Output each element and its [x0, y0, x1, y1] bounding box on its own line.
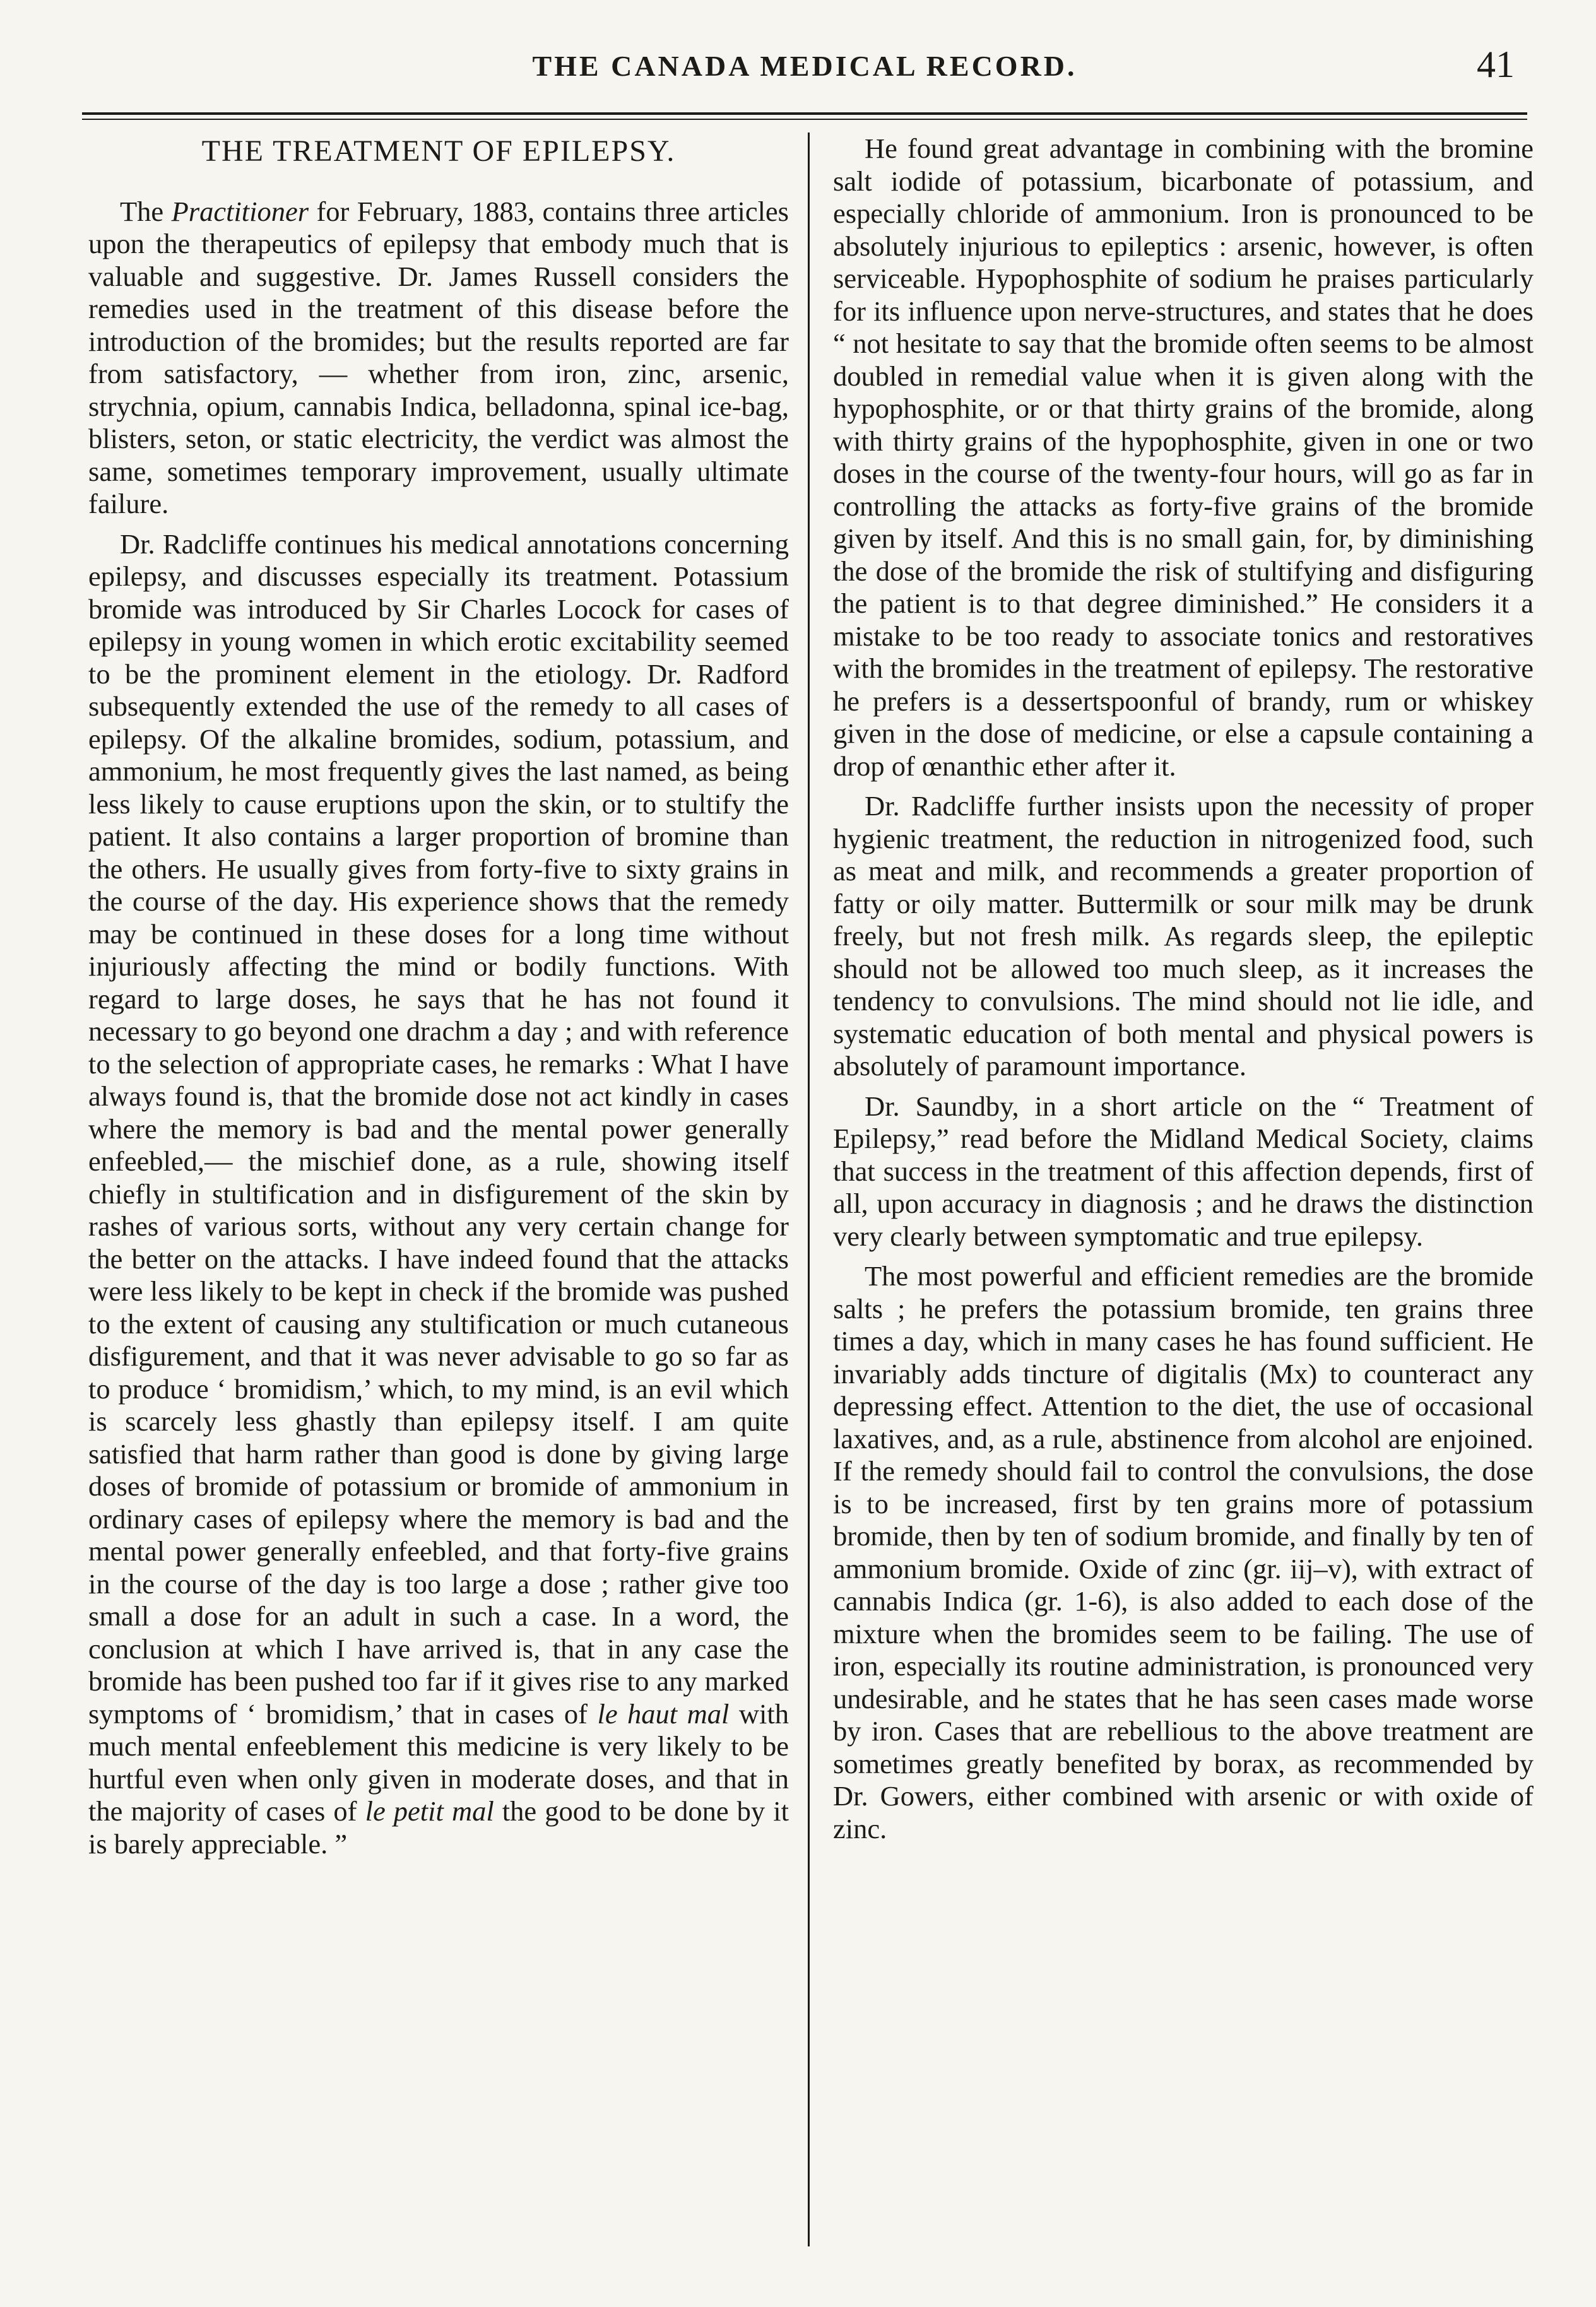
text-run: the good to be done by it is barely appreciable. ”: [88, 1795, 789, 1860]
term-petit-mal: le petit mal: [365, 1795, 494, 1827]
term-haut-mal: le haut mal: [597, 1697, 730, 1730]
column-divider: [808, 133, 810, 2246]
text-run: for February, 1883, contains three articles upon the therapeutics of epilepsy that embody much that is valuable and suggestive. Dr. James Russell considers the remedies used in the treatment of this disease before the introduction of the bromides; but the results reported are far from satisfactory, — whether from iron, zinc, arsenic, strychnia, opium, cannabis Indica, belladonna, spinal ice-bag, blisters, seton, or static electricity, the verdict was almost the same, sometimes temporary improvement, usually ultimate failure.: [88, 195, 789, 519]
paragraph-remedies: The most powerful and efficient remedies are the bromide salts ; he prefers the potassium bromide, ten grains three times a day, which in many cases he has found sufficient. He invariably adds tincture of digitalis (Mx) to counteract any depressing effect. Attention to the diet, the use of occasional laxatives, and, as a rule, abstinence from alcohol are enjoined. If the remedy should fail to control the convulsions, the dose is to be increased, first by ten grains more of potassium bromide, then by ten of sodium bromide, and finally by ten of ammonium bromide. Oxide of zinc (gr. iij–v), with extract of cannabis Indica (gr. 1-6), is also added to each dose of the mixture when the bromides seem to be failing. The use of iron, especially its routine administration, is pronounced very undesirable, and he states that he has seen cases made worse by iron. Cases that are rebellious to the above treatment are sometimes greatly benefited by borax, as recommended by Dr. Gowers, either combined with arsenic or with oxide of zinc.: [833, 1260, 1534, 1844]
page-number: 41: [1477, 44, 1515, 85]
left-column: [88, 133, 789, 2284]
paragraph-practitioner: [88, 196, 789, 521]
running-head: [82, 38, 1527, 107]
text-run: Dr. Radcliffe continues his medical annotations concerning epilepsy, and discusses especially its treatment. Potassium bromide was introduced by Sir Charles Locock for cases of epilepsy in young women in which erotic excitability seemed to be the prominent element in the etiology. Dr. Radford subsequently extended the use of the remedy to all cases of epilepsy. Of the alkaline bromides, sodium, potassium, and ammonium, he most frequently gives the last named, as being less likely to cause eruptions upon the skin, or to stultify the patient. It also contains a larger proportion of bromine than the others. He usually gives from forty-five to sixty grains in the course of the day. His experience shows that the remedy may be continued in these doses for a long time without injuriously affecting the mind or bodily functions. With regard to large doses, he says that he has not found it necessary to go beyond one drachm a day ; and with reference to the selection of appropriate cases, he remarks : What I have always found is, that the bromide dose not act kindly in cases where the memory is bad and the mental power generally enfeebled,— the mischief done, as a rule, showing itself chiefly in stultification and in disfigurement of the skin by rashes of various sorts, without any very certain change for the better on the attacks. I have indeed found that the attacks were less likely to be kept in check if the bromide was pushed to the extent of causing any stultification or much cutaneous disfigurement, and that it was never advisable to go so far as to produce ‘ bromidism,’ which, to my mind, is an evil which is scarcely less ghastly than epilepsy itself. I am quite satisfied that harm rather than good is done by giving large doses of bromide of potassium or bromide of ammonium in ordinary cases of epilepsy where the memory is bad and the mental power generally enfeebled, and that forty-five grains in the course of the day is too large a dose ; rather give too small a dose for an adult in such a case. In a word, the conclusion at which I have arrived is, that in any case the bromide has been pushed too far if it gives rise to any marked symptoms of ‘ bromidism,’ that in cases of: [88, 528, 789, 1730]
journal-name: Practitioner: [171, 195, 309, 227]
article-title: THE TREATMENT OF EPILEPSY.: [201, 134, 676, 168]
paragraph-radcliffe: [88, 528, 789, 1861]
right-column: [833, 133, 1534, 2284]
text-run: The: [120, 195, 172, 227]
header-rule-thin: [82, 119, 1527, 120]
paragraph-saundby: Dr. Saundby, in a short article on the “ Treatment of Epilepsy,” read before the Midland Medical Society, claims that success in the treatment of this affection depends, first of all, upon accuracy in diagnosis ; and he draws the distinction very clearly between symptomatic and true epilepsy.: [833, 1090, 1534, 1252]
running-title: THE CANADA MEDICAL RECORD.: [532, 50, 1077, 82]
paragraph-hygiene: Dr. Radcliffe further insists upon the necessity of proper hygienic treatment, the reduction in nitrogenized food, such as meat and milk, and recommends a greater proportion of fatty or oily matter. Buttermilk or sour milk may be drunk freely, but not fresh milk. As regards sleep, the epileptic should not be allowed too much sleep, as it increases the tendency to convulsions. The mind should not lie idle, and systematic education of both mental and physical powers is absolutely of paramount importance.: [833, 790, 1534, 1082]
header-rule: [82, 112, 1527, 115]
text-run: with much mental enfeeblement this medicine is very likely to be hurtful even when only given in moderate doses, and that in the majority of cases of: [88, 1697, 789, 1827]
paragraph-combinations: He found great advantage in combining with the bromine salt iodide of potassium, bicarbonate of potassium, and especially chloride of ammonium. Iron is pronounced to be absolutely injurious to epileptics : arsenic, however, is often serviceable. Hypophosphite of sodium he praises particularly for its influence upon nerve-structures, and states that he does “ not hesitate to say that the bromide often seems to be almost doubled in remedial value when it is given along with the hypophosphite, or or that thirty grains of the bromide, along with thirty grains of the hypophosphite, given in one or two doses in the course of the twenty-four hours, will go as far in controlling the attacks as forty-five grains of the bromide given by itself. And this is no small gain, for, by diminishing the dose of the bromide the risk of stultifying and disfiguring the patient is to that degree diminished.” He considers it a mistake to be too ready to associate tonics and restoratives with the bromides in the treatment of epilepsy. The restorative he prefers is a dessertspoonful of brandy, rum or whiskey given in the dose of medicine, or else a capsule containing a drop of œnanthic ether after it.: [833, 133, 1534, 782]
journal-page: [82, 38, 1534, 2284]
article-columns: [82, 133, 1534, 2284]
